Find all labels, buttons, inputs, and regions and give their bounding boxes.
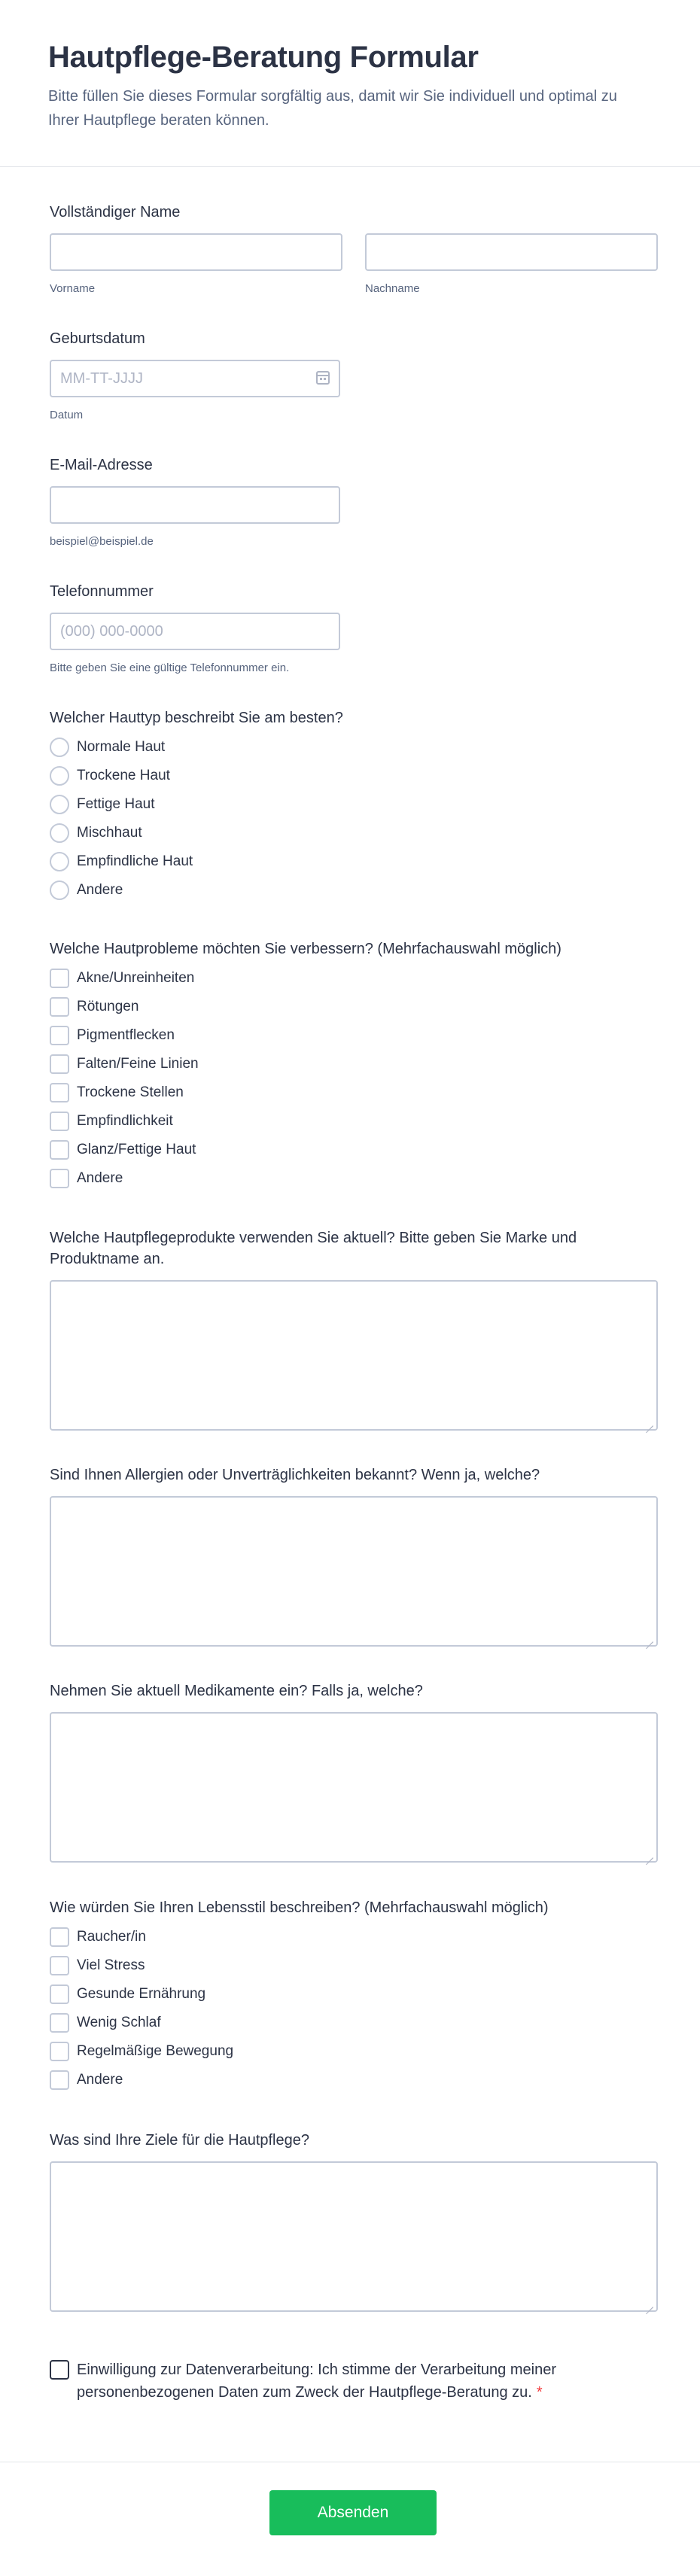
- lifestyle-option[interactable]: [50, 2066, 549, 2094]
- birthdate-sublabel: Datum: [50, 409, 84, 421]
- checkbox[interactable]: [50, 997, 69, 1017]
- email-field: [50, 455, 340, 549]
- option-label: Andere: [77, 2072, 123, 2088]
- checkbox[interactable]: [50, 1956, 69, 1975]
- medications-label: Nehmen Sie aktuell Medikamente ein? Falls ja, welche?: [50, 1683, 423, 1699]
- consent-text: Einwilligung zur Datenverarbeitung: Ich stimme der Verarbeitung meiner personenbezogenen Daten zum Zweck der Hautpflege-Beratung zu.: [77, 2362, 556, 2401]
- checkbox[interactable]: [50, 1054, 69, 1074]
- email-input[interactable]: [50, 486, 340, 524]
- radio-button[interactable]: [50, 852, 69, 871]
- medications-field: [50, 1680, 658, 1863]
- radio-button[interactable]: [50, 823, 69, 843]
- lifestyle-option[interactable]: [50, 2009, 549, 2037]
- skin-type-option[interactable]: [50, 762, 343, 790]
- option-label: Rötungen: [77, 999, 139, 1014]
- name-field: [50, 202, 658, 297]
- email-sublabel: beispiel@beispiel.de: [50, 535, 154, 548]
- checkbox[interactable]: [50, 1026, 69, 1045]
- option-label: Raucher/in: [77, 1929, 146, 1945]
- checkbox[interactable]: [50, 969, 69, 988]
- checkbox[interactable]: [50, 1169, 69, 1188]
- products-label: Welche Hautpflegeprodukte verwenden Sie aktuell? Bitte geben Sie Marke und Produktname an.: [50, 1230, 577, 1267]
- birthdate-label: Geburtsdatum: [50, 330, 145, 347]
- skin-problem-option[interactable]: [50, 964, 562, 993]
- checkbox[interactable]: [50, 2013, 69, 2033]
- lifestyle-label: Wie würden Sie Ihren Lebensstil beschreiben? (Mehrfachauswahl möglich): [50, 1899, 549, 1916]
- skin-problem-option[interactable]: [50, 1107, 562, 1136]
- form-header: [0, 0, 700, 167]
- skin-type-label: Welcher Hauttyp beschreibt Sie am besten?: [50, 710, 343, 726]
- skin-problems-options: [50, 964, 562, 1193]
- skin-problem-option[interactable]: [50, 1164, 562, 1193]
- consent-label: [77, 2359, 649, 2404]
- skin-problem-option[interactable]: [50, 1078, 562, 1107]
- resize-handle-icon[interactable]: [646, 1419, 653, 1426]
- medications-textarea[interactable]: [50, 1712, 658, 1863]
- radio-button[interactable]: [50, 738, 69, 757]
- allergies-field: [50, 1464, 658, 1647]
- resize-handle-icon[interactable]: [646, 1851, 653, 1858]
- phone-input[interactable]: [50, 613, 340, 650]
- option-label: Gesunde Ernährung: [77, 1986, 206, 2002]
- products-field: [50, 1227, 658, 1431]
- checkbox[interactable]: [50, 1984, 69, 2004]
- lifestyle-option[interactable]: [50, 2037, 549, 2066]
- option-label: Viel Stress: [77, 1957, 145, 1973]
- option-label: Andere: [77, 1170, 123, 1186]
- consent-field: [50, 2359, 649, 2404]
- last-name-sublabel: Nachname: [365, 282, 420, 295]
- radio-button[interactable]: [50, 880, 69, 900]
- option-label: Pigmentflecken: [77, 1027, 175, 1043]
- option-label: Andere: [77, 882, 123, 898]
- radio-button[interactable]: [50, 766, 69, 786]
- radio-button[interactable]: [50, 795, 69, 814]
- option-label: Trockene Haut: [77, 768, 170, 783]
- checkbox[interactable]: [50, 1112, 69, 1131]
- skin-type-option[interactable]: [50, 733, 343, 762]
- name-label: Vollständiger Name: [50, 204, 181, 220]
- option-label: Normale Haut: [77, 739, 166, 755]
- form-footer: [0, 2462, 700, 2576]
- last-name-input[interactable]: [365, 233, 658, 271]
- checkbox[interactable]: [50, 1083, 69, 1102]
- resize-handle-icon[interactable]: [646, 1635, 653, 1642]
- birthdate-wrapper: [50, 360, 340, 397]
- birthdate-field: [50, 328, 340, 423]
- goals-textarea[interactable]: [50, 2161, 658, 2312]
- skin-problem-option[interactable]: [50, 1050, 562, 1078]
- skin-problems-field: [50, 938, 562, 1193]
- lifestyle-option[interactable]: [50, 1923, 549, 1951]
- option-label: Empfindlichkeit: [77, 1113, 173, 1129]
- form-title: Hautpflege-Beratung Formular: [48, 41, 479, 74]
- skin-problem-option[interactable]: [50, 993, 562, 1021]
- phone-label: Telefonnummer: [50, 583, 154, 600]
- phone-sublabel: Bitte geben Sie eine gültige Telefonnummer ein.: [50, 661, 290, 674]
- goals-field: [50, 2130, 658, 2312]
- option-label: Wenig Schlaf: [77, 2015, 161, 2030]
- option-label: Falten/Feine Linien: [77, 1056, 199, 1072]
- checkbox[interactable]: [50, 1927, 69, 1947]
- required-mark: *: [536, 2384, 543, 2401]
- birthdate-input[interactable]: [50, 360, 340, 397]
- allergies-textarea[interactable]: [50, 1496, 658, 1647]
- products-textarea[interactable]: [50, 1280, 658, 1431]
- email-label: E-Mail-Adresse: [50, 457, 153, 473]
- resize-handle-icon[interactable]: [646, 2300, 653, 2307]
- lifestyle-option[interactable]: [50, 1980, 549, 2009]
- skin-type-option[interactable]: [50, 847, 343, 876]
- first-name-sublabel: Vorname: [50, 282, 96, 295]
- option-label: Fettige Haut: [77, 796, 155, 812]
- skin-type-option[interactable]: [50, 790, 343, 819]
- allergies-label: Sind Ihnen Allergien oder Unverträglichkeiten bekannt? Wenn ja, welche?: [50, 1467, 540, 1483]
- skin-problem-option[interactable]: [50, 1021, 562, 1050]
- goals-label: Was sind Ihre Ziele für die Hautpflege?: [50, 2132, 309, 2149]
- skin-type-option[interactable]: [50, 876, 343, 905]
- skin-type-options: [50, 733, 343, 905]
- option-label: Empfindliche Haut: [77, 853, 193, 869]
- option-label: Akne/Unreinheiten: [77, 970, 195, 986]
- option-label: Trockene Stellen: [77, 1084, 184, 1100]
- lifestyle-field: [50, 1897, 549, 2094]
- lifestyle-options: [50, 1923, 549, 2094]
- submit-button[interactable]: Absenden: [269, 2490, 437, 2535]
- option-label: Mischhaut: [77, 825, 142, 841]
- skin-type-option[interactable]: [50, 819, 343, 847]
- lifestyle-option[interactable]: [50, 1951, 549, 1980]
- checkbox[interactable]: [50, 2042, 69, 2061]
- option-label: Glanz/Fettige Haut: [77, 1142, 196, 1157]
- option-label: Regelmäßige Bewegung: [77, 2043, 234, 2059]
- skin-problems-label: Welche Hautprobleme möchten Sie verbessern? (Mehrfachauswahl möglich): [50, 941, 562, 957]
- form-subtitle: Bitte füllen Sie dieses Formular sorgfältig aus, damit wir Sie individuell und optimal zu Ihrer Hautpflege beraten können.: [48, 88, 617, 129]
- consent-checkbox[interactable]: [50, 2360, 69, 2380]
- checkbox[interactable]: [50, 1140, 69, 1160]
- first-name-input[interactable]: [50, 233, 342, 271]
- skin-type-field: [50, 707, 343, 905]
- skin-problem-option[interactable]: [50, 1136, 562, 1164]
- phone-field: [50, 581, 340, 676]
- calendar-icon[interactable]: [316, 371, 330, 385]
- checkbox[interactable]: [50, 2070, 69, 2090]
